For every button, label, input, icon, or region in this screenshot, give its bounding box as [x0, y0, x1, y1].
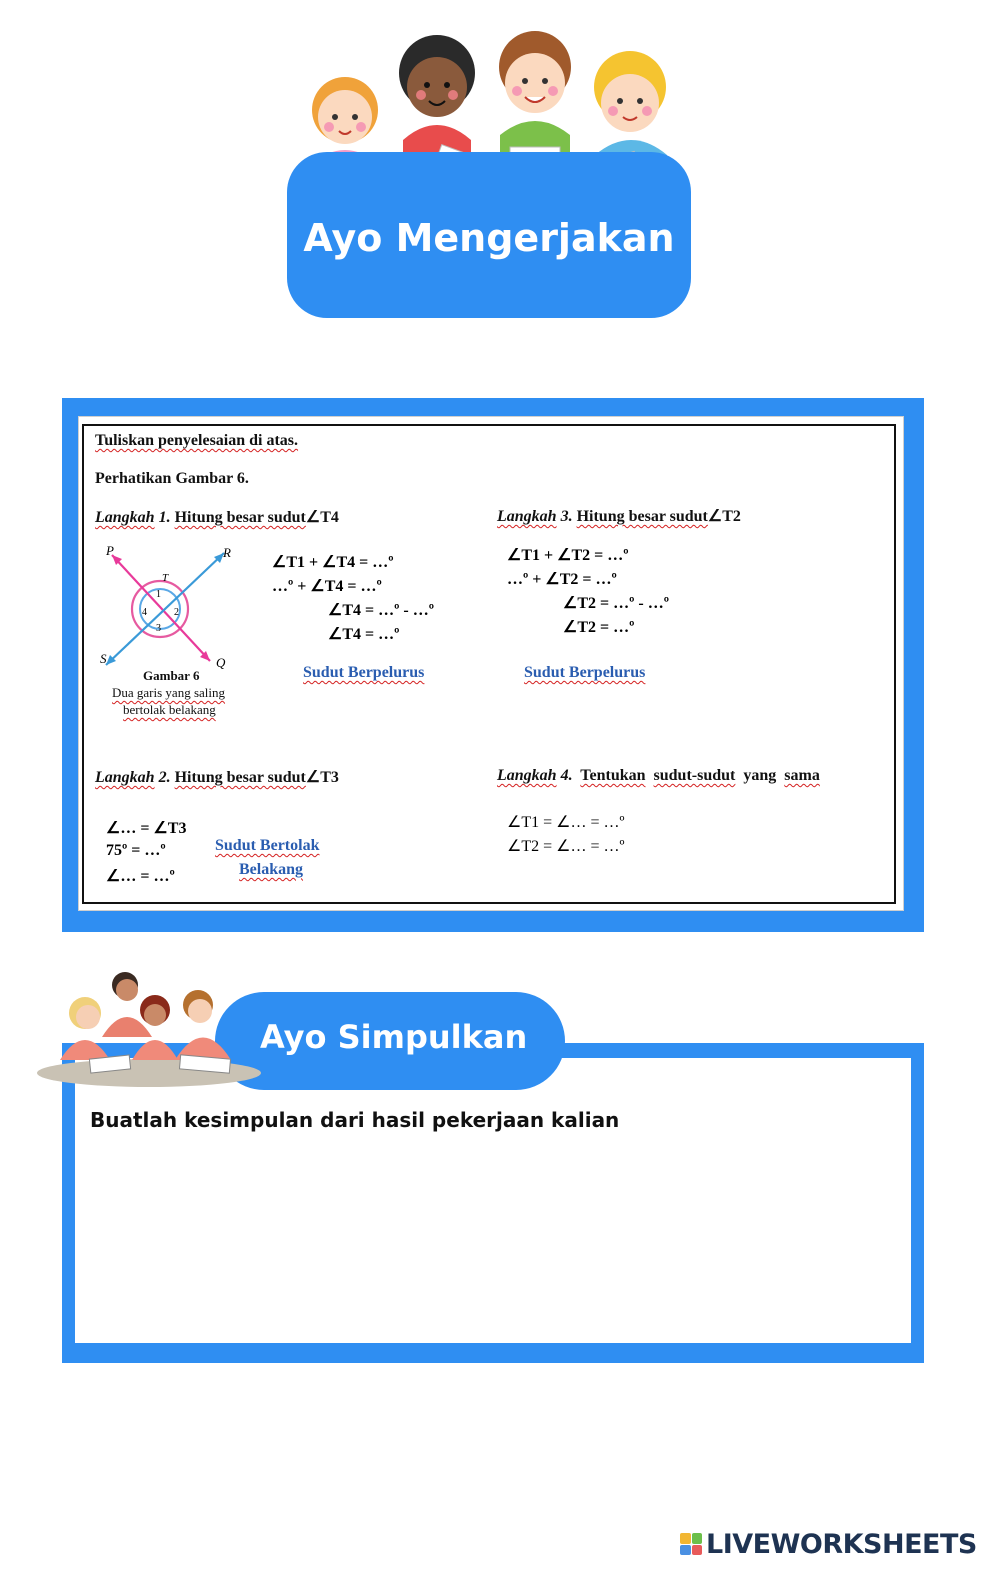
instruction-text: Tuliskan penyelesaian di atas.: [95, 432, 299, 449]
angle-2: 2: [174, 607, 179, 618]
liveworksheets-logo: [680, 1528, 977, 1560]
angle-3: 3: [156, 623, 161, 634]
step1-heading: Langkah 1. Hitung besar sudut∠T4: [95, 509, 339, 526]
figure-caption: Gambar 6: [143, 668, 200, 683]
conclusion-title: Ayo Simpulkan: [260, 1018, 528, 1056]
angle-4: 4: [142, 607, 147, 618]
step2-answer-2: Belakang: [239, 861, 304, 878]
label-q: Q: [216, 655, 226, 670]
step1-line-1: ∠T1 + ∠T4 = …º: [272, 554, 394, 571]
step4-line-1: ∠T1 = ∠… = …º: [507, 814, 625, 831]
figure-6-intersecting-lines: [98, 543, 240, 673]
step1-line-4: ∠T4 = …º: [328, 626, 400, 643]
step3-line-1: ∠T1 + ∠T2 = …º: [507, 547, 629, 564]
conclusion-prompt: Buatlah kesimpulan dari hasil pekerjaan kalian: [90, 1108, 620, 1132]
step2-line-3: ∠… = …º: [106, 868, 175, 885]
brand-name: LIVEWORKSHEETS: [706, 1528, 977, 1560]
liveworksheets-logo-icon: [680, 1533, 702, 1555]
student-4: [175, 990, 231, 1060]
figure-desc-2: bertolak belakang: [123, 702, 216, 717]
student-1: [60, 997, 110, 1060]
label-s: S: [100, 651, 107, 666]
label-p: P: [106, 543, 114, 558]
label-r: R: [223, 545, 231, 560]
step1-line-3: ∠T4 = …º - …º: [328, 602, 435, 619]
label-t: T: [162, 572, 169, 584]
step2-line-2: 75º = …º: [106, 842, 166, 859]
students-reading-illustration: [30, 965, 268, 1090]
step2-answer-1: Sudut Bertolak: [215, 837, 320, 854]
step1-line-2: …º + ∠T4 = …º: [272, 578, 382, 595]
conclusion-answer-area[interactable]: [75, 1058, 911, 1343]
figure-desc-1: Dua garis yang saling: [112, 685, 226, 700]
step2-line-1: ∠… = ∠T3: [106, 820, 187, 837]
angle-1: 1: [156, 589, 161, 600]
step2-heading: Langkah 2. Hitung besar sudut∠T3: [95, 769, 339, 786]
step4-line-2: ∠T2 = ∠… = …º: [507, 838, 625, 855]
page-title: Ayo Mengerjakan: [303, 216, 675, 260]
step3-answer: Sudut Berpelurus: [524, 664, 646, 681]
step3-line-3: ∠T2 = …º - …º: [563, 595, 670, 612]
kid-boy-dark: [399, 35, 475, 165]
step3-line-2: …º + ∠T2 = …º: [507, 571, 617, 588]
note-text: Perhatikan Gambar 6.: [95, 470, 249, 487]
step3-heading: Langkah 3. Hitung besar sudut∠T2: [497, 508, 741, 525]
step4-heading: Langkah 4. Tentukan sudut-sudut yang sama: [497, 767, 820, 784]
step3-line-4: ∠T2 = …º: [563, 619, 635, 636]
kid-boy-brown-hair: [499, 31, 571, 155]
step1-answer: Sudut Berpelurus: [303, 664, 425, 681]
